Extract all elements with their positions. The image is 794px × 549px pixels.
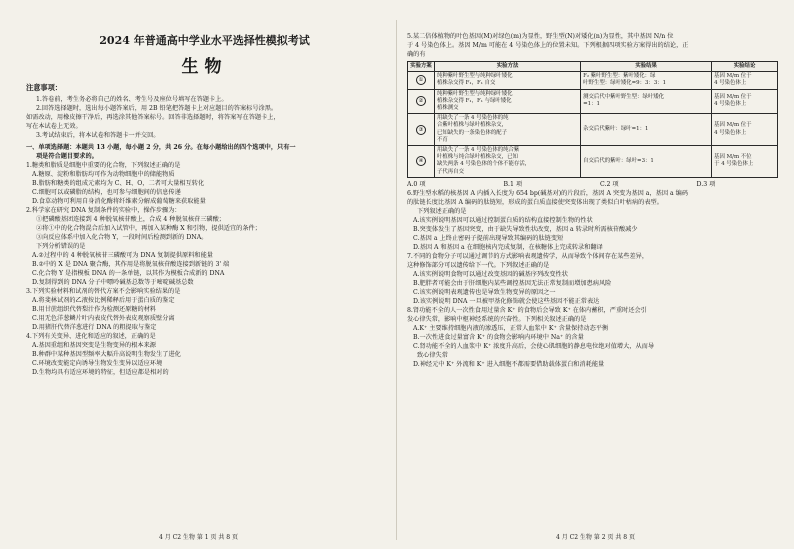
table-header: 实验方案 xyxy=(408,62,435,72)
question-2-stem: 2.科学家在研究 DNA 复制条件的实验中，操作步骤为： xyxy=(26,207,181,214)
table-cell-num: ① xyxy=(416,75,426,85)
question-5-option-a: A.0 项 xyxy=(407,180,426,188)
question-6-option-d: D.基因 A 和基因 a 在细胞核内完成复制，在核糖体上完成转录和翻译 xyxy=(413,243,603,251)
question-7-stem: 这种修饰部分可以遗传给下一代。下列叙述正确的是 xyxy=(407,261,550,269)
question-2-step: ①把磷酸基团连接到 4 种脱氧核苷酸上，合成 4 种脱氧核苷三磷酸； xyxy=(36,216,225,223)
page-2 xyxy=(397,0,794,549)
question-3-option-a: A.将斐林试剂的乙液按比例稀释后用于蛋白质的鉴定 xyxy=(32,297,175,304)
table-cell-result: 杂交后代紫叶：绿叶=1：1 xyxy=(581,114,712,146)
page-footer: 4 月 C2 生物 第 1 页 共 8 页 xyxy=(158,534,239,541)
notice-line: 2.回答选择题时，选出每小题答案后，用 2B 铅笔把答题卡上对应题目的答案标号涂黑。 xyxy=(36,105,278,112)
notice-title: 注意事项： xyxy=(26,83,62,92)
question-5-stem: 5.某二倍体植物的叶色基因(M)对绿色(m)为显性，野生型(N)对矮化(n)为显性，其中基因 N/n 位 xyxy=(407,33,674,40)
question-2-option-d: D.复制得到的 DNA 分子中嘌呤碱基总数等于嘧啶碱基总数 xyxy=(32,279,194,286)
table-row xyxy=(408,72,778,89)
question-5-stem: 于 4 号染色体上。基因 M/m 可能在 4 号染色体上的位置未知。下列根据四项实验方案得出的结论，正 xyxy=(407,42,689,49)
table-cell-method: 纯种紫叶野生型与纯种绿叶矮化 植株杂交得 F₁，F₁ 与绿叶矮化 植株测交 xyxy=(435,89,581,114)
question-2-option-b: B.②中的 X 是 DNA 聚合酶，其作用是将脱氧核苷酸连接到新链的 3' 端 xyxy=(32,261,230,268)
question-2-lead: 下列分析错误的是 xyxy=(36,243,86,250)
question-2-step: ③向反应体系中加入化合物 Y，一段时间后检测到新的 DNA。 xyxy=(36,234,208,241)
question-7-option-d: D.该实例说明 DNA 一旦被甲基化修饰就会使这些基因不能正常表达 xyxy=(413,297,600,305)
question-1-option-c: C.细胞可以或磷脂的结构，也可参与细胞间的信息传递 xyxy=(32,189,181,196)
question-2-step: ②将①中的化合物混合后加入试管中，再加入某种酶 X 和引物，提供适宜的条件； xyxy=(36,225,261,232)
question-7-option-a: A.该实例说明食物可以通过改变基因的碱基序列改变性状 xyxy=(413,270,568,278)
table-cell-num: ④ xyxy=(416,156,426,166)
question-5-option-b: B.1 项 xyxy=(503,180,523,188)
question-8-option-b: B.一次性进食过量富含 K⁺ 的食物会影响内环境中 Na⁺ 的含量 xyxy=(413,333,584,341)
question-8-option-c: C.肾功能不全的人血浆中 K⁺ 浓度升高后，会使心肌细胞的静息电位绝对值增大，从而导 xyxy=(413,342,655,350)
question-3-stem: 3.下列实验材料和试剂的替代方案不会影响实验结果的是 xyxy=(26,288,181,295)
question-6-option-c: C.基因 a 上终止密码子提前出现导致其编码的肽链变短 xyxy=(413,234,564,242)
question-7-stem: 7.不同的食物分子可以通过调节的方式影响表观遗传学，从而导致个体间存在某些差异， xyxy=(407,252,649,260)
section-heading: 项是符合题目要求的。 xyxy=(36,153,98,160)
question-4-option-d: D.生物均具有适应环境的特征，但适应都是相对的 xyxy=(32,369,169,376)
table-header: 实验方法 xyxy=(435,62,581,72)
question-8-option-a: A.K⁺ 主要维持细胞内液的渗透压，正常人血浆中 K⁺ 含量保持动态平衡 xyxy=(413,324,609,332)
question-4-stem: 4.下列有关变异、进化和适应的叙述，正确的是 xyxy=(26,333,156,340)
table-header: 实验结果 xyxy=(581,62,712,72)
table-cell-result: 自交后代的紫叶：绿叶=3：1 xyxy=(581,146,712,178)
question-1-option-b: B.脂肪和糖类的组成元素均为 C、H、O，二者可大量相互转化 xyxy=(32,180,205,187)
question-3-option-c: C.用无色洋葱鳞片叶内表皮代替外表皮观察质壁分离 xyxy=(32,315,175,322)
notice-line: 1.答卷前，考生务必将自己的姓名、考生号及座位号填写在答题卡上。 xyxy=(36,96,228,103)
table-cell-num: ② xyxy=(416,96,426,106)
question-5-option-c: C.2 项 xyxy=(600,180,619,188)
question-5-option-d: D.3 项 xyxy=(696,180,716,188)
question-2-option-a: A.②过程中的 4 种脱氧核苷三磷酸可为 DNA 复制提供原料和能量 xyxy=(32,252,213,259)
exam-subject: 生物 xyxy=(181,57,228,77)
table-cell-method: 用缺失了一条 4 号染色体的纯 合紫叶植株与绿叶植株杂交， 已知缺失的一条染色体的配子 不育 xyxy=(435,114,581,146)
table-row xyxy=(408,89,778,114)
question-7-option-c: C.该实例说明表观遗传也是导致生物变异的原因之一 xyxy=(413,288,556,296)
question-8-stem: 发心律失常，影响中枢神经系统的兴奋性。下列相关叙述正确的是 xyxy=(407,315,587,323)
question-4-option-a: A.基因重组和基因突变是生物变异的根本来源 xyxy=(32,342,156,349)
table-cell-conclusion: 基因 M/m 不位 于 4 号染色体上 xyxy=(712,146,778,178)
table-cell-conclusion: 基因 M/m 位于 4 号染色体上 xyxy=(712,114,778,146)
table-cell-result: F₂ 紫叶野生型：紫叶矮化：绿 叶野生型：绿叶矮化=9：3：3：1 xyxy=(581,72,712,89)
question-6-stem: 的肽链长度比基因 A 编码的肽链短，形成的蛋白质直接使突变体出现了类似白叶枯病的表型。 xyxy=(407,198,663,206)
question-6-stem: 6.野生型水稻的核基因 A 内插入长度为 654 bp(碱基对)的片段后，基因 A 突变为基因 a，基因 a 编码 xyxy=(407,189,689,197)
question-4-option-c: C.环境改变能定向诱导生物发生变异以适应环境 xyxy=(32,360,163,367)
notice-line: 如需改动，用橡皮擦干净后，再选涂其他答案标号。回答非选择题时，将答案写在答题卡上， xyxy=(26,114,280,121)
question-5-stem: 确的有 xyxy=(407,51,426,58)
table-cell-method: 用缺失了一条 4 号染色体的纯合紫 叶植株与纯合绿叶植株杂交，已知 缺失两条 4 号染色体的个体不能存活， 子代再自交 xyxy=(435,146,581,178)
question-6-stem: 下列叙述正确的是 xyxy=(417,207,467,215)
question-1-stem: 1.糖类和脂质是细胞中重要的化合物，下列叙述正确的是 xyxy=(26,162,181,169)
question-3-option-b: B.用甘蔗组织代替梨汁作为检测还原糖的材料 xyxy=(32,306,157,313)
question-6-option-a: A.该实例说明基因可以通过控制蛋白质的结构直接控制生物的性状 xyxy=(413,216,593,224)
question-6-option-b: B.突变体发生了基因突变，由于缺失导致性状改变，基因 a 转录时所需核苷酸减少 xyxy=(413,225,638,233)
table-row xyxy=(408,146,778,178)
table-header: 实验结论 xyxy=(712,62,778,72)
question-1-option-d: D.食草动物可利用自身消化酶将纤维素分解成葡萄糖来获取能量 xyxy=(32,198,206,205)
question-4-option-b: B.种群中某种基因型频率大幅升高说明生物发生了进化 xyxy=(32,351,181,358)
question-8-stem: 8.肾功能不全的人一次性食用过量含 K⁺ 的食物后会导致 K⁺ 在体内蓄积，严重时还会引 xyxy=(407,306,647,314)
question-5-answers xyxy=(407,180,778,189)
table-row xyxy=(408,114,778,146)
table-cell-conclusion: 基因 M/m 位于 4 号染色体上 xyxy=(712,72,778,89)
question-7-option-b: B.肥胖者可能会由于肝细胞内某些调控基因无法正常复制而增加患病风险 xyxy=(413,279,612,287)
experiment-table xyxy=(407,61,778,178)
table-cell-result: 测交后代中紫叶野生型：绿叶矮化 =1：1 xyxy=(581,89,712,114)
exam-title: 2024 年普通高中学业水平选择性模拟考试 xyxy=(99,34,310,47)
question-1-option-a: A.糖原、淀粉和脂肪均可作为动物细胞中的储能物质 xyxy=(32,171,175,178)
page-footer: 4 月 C2 生物 第 2 页 共 8 页 xyxy=(555,534,636,541)
question-3-option-d: D.用猪肝代替洋葱进行 DNA 的粗提取与鉴定 xyxy=(32,324,157,331)
question-8-option-d: D.神经元中 K⁺ 外流和 K⁺ 进入细胞不都需要借助载体蛋白和消耗能量 xyxy=(413,360,605,368)
section-heading: 一、单项选择题：本题共 13 小题，每小题 2 分，共 26 分。在每小题给出的四个选项中，只有一 xyxy=(26,144,296,151)
table-cell-method: 纯种紫叶野生型与纯种绿叶矮化 植株杂交得 F₁，F₁ 自交 xyxy=(435,72,581,89)
table-cell-num: ③ xyxy=(416,125,426,135)
notice-line: 3.考试结束后，将本试卷和答题卡一并交回。 xyxy=(36,132,160,139)
question-2-option-c: C.化合物 Y 是指模板 DNA 的一条单链，以其作为模板合成新的 DNA xyxy=(32,270,225,277)
notice-line: 写在本试卷上无效。 xyxy=(26,123,82,130)
table-cell-conclusion: 基因 M/m 位于 4 号染色体上 xyxy=(712,89,778,114)
question-8-option-c-cont: 致心律失常 xyxy=(417,351,448,359)
